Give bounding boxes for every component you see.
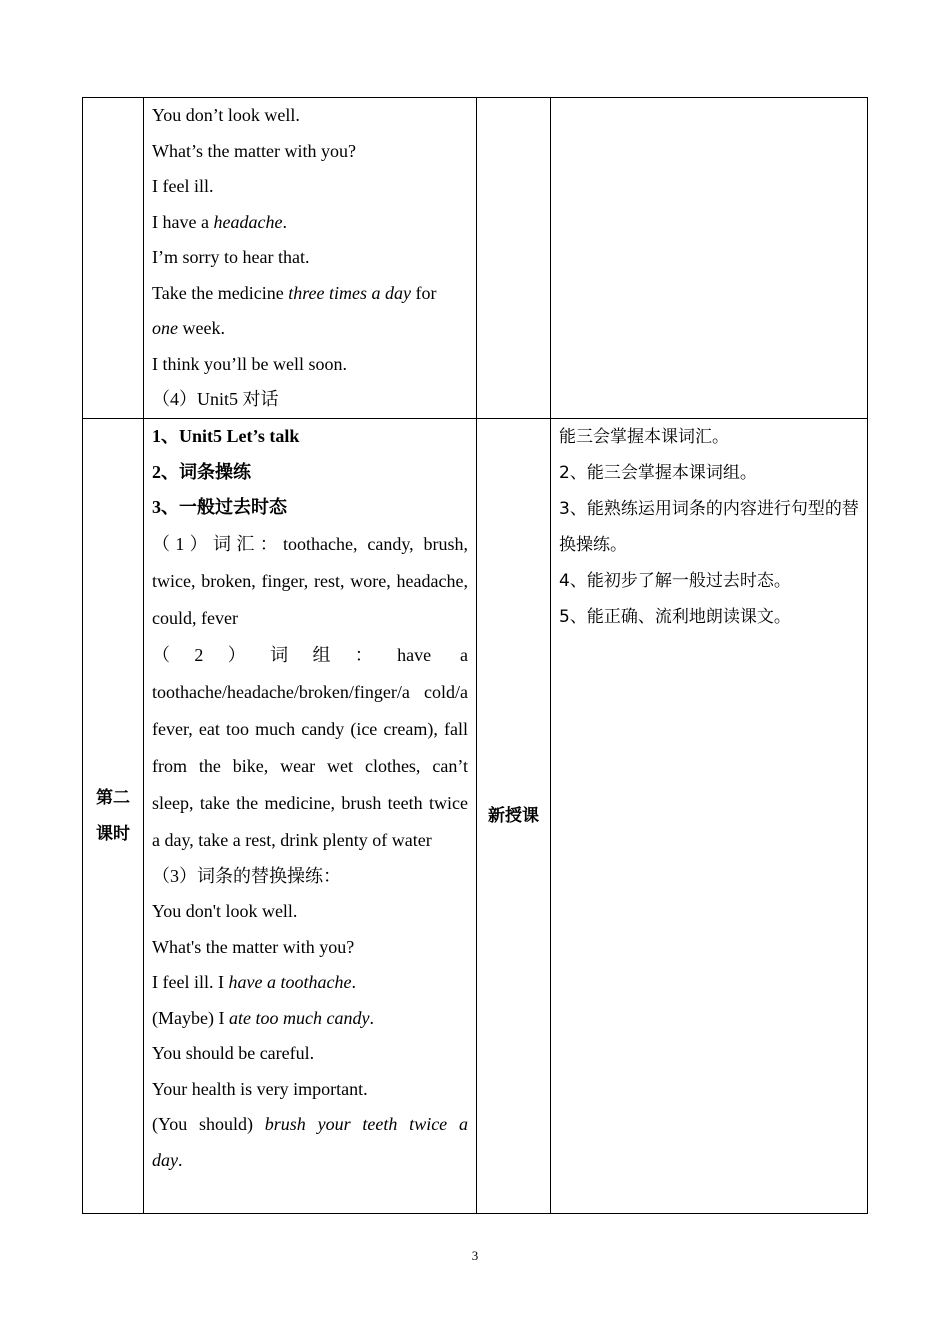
goal-item: 2、能三会掌握本课词组。 — [559, 463, 757, 483]
page-number: 3 — [471, 1248, 479, 1263]
lesson-label-line: 课时 — [96, 824, 130, 844]
dialogue-line: one week. — [152, 318, 225, 338]
dialogue-line: What’s the matter with you? — [152, 140, 356, 161]
goal-list — [559, 419, 859, 635]
goal-item: 5、能正确、流利地朗读课文。 — [559, 607, 791, 627]
drill-line: What's the matter with you? — [152, 936, 355, 957]
lesson-type-cell — [477, 98, 551, 419]
table-row — [83, 419, 868, 1214]
drill-line: Your health is very important. — [152, 1078, 368, 1099]
lesson-type: 新授课 — [488, 806, 539, 826]
section-heading: 1、Unit5 Let’s talk — [152, 426, 300, 446]
goals-cell — [551, 419, 868, 1214]
dialogue-lines — [152, 98, 468, 418]
content-cell — [144, 419, 477, 1214]
drill-lines — [152, 894, 468, 1107]
drill-line: (Maybe) I ate too much candy. — [152, 1007, 374, 1028]
drill-text: . — [178, 1149, 183, 1170]
content-cell — [144, 98, 477, 419]
section-heading: 3、一般过去时态 — [152, 497, 287, 517]
drill-text-italic: day — [152, 1149, 178, 1170]
dialogue-line: Take the medicine three times a day for — [152, 282, 437, 303]
lesson-label-cell — [83, 419, 144, 1214]
drill-line: You don't look well. — [152, 901, 298, 921]
goal-item: 能三会掌握本课词汇。 — [559, 427, 729, 447]
drill-text-italic: brush your teeth twice a — [264, 1114, 468, 1134]
drill-line: I feel ill. I have a toothache. — [152, 972, 356, 992]
drill-line — [152, 1107, 468, 1143]
goals-cell — [551, 98, 868, 419]
lesson-label-cell — [83, 98, 144, 419]
table-row — [83, 98, 868, 419]
vocabulary-paragraph: （1）词汇：toothache, candy, brush, twice, broken, finger, rest, wore, headache, could, fever — [152, 533, 468, 628]
dialogue-line: （4）Unit5 对话 — [152, 389, 279, 409]
phrase-paragraph: （2）词组：have a toothache/headache/broken/finger/a cold/a fever, eat too much candy (ice cream), fall from the bike, wear wet clothes, can’t sleep, take the medicine, brush teeth twice a day, take a rest, drink plenty of water — [152, 644, 468, 850]
dialogue-line: I feel ill. — [152, 176, 214, 196]
goal-item: 3、能熟练运用词条的内容进行句型的替换操练。 — [559, 499, 859, 555]
lesson-label-line: 第二 — [96, 788, 130, 808]
dialogue-line: I have a headache. — [152, 211, 287, 232]
dialogue-line: I’m sorry to hear that. — [152, 247, 310, 267]
dialogue-line: I think you’ll be well soon. — [152, 353, 347, 374]
drill-title: （3）词条的替换操练： — [152, 865, 341, 886]
drill-line: You should be careful. — [152, 1043, 315, 1063]
drill-text: (You should) — [152, 1114, 265, 1134]
section-heading: 2、词条操练 — [152, 461, 251, 482]
drill-line — [152, 1143, 468, 1179]
dialogue-line: You don’t look well. — [152, 105, 300, 125]
goal-item: 4、能初步了解一般过去时态。 — [559, 571, 791, 591]
lesson-plan-table — [82, 97, 868, 1214]
lesson-type-cell — [477, 419, 551, 1214]
